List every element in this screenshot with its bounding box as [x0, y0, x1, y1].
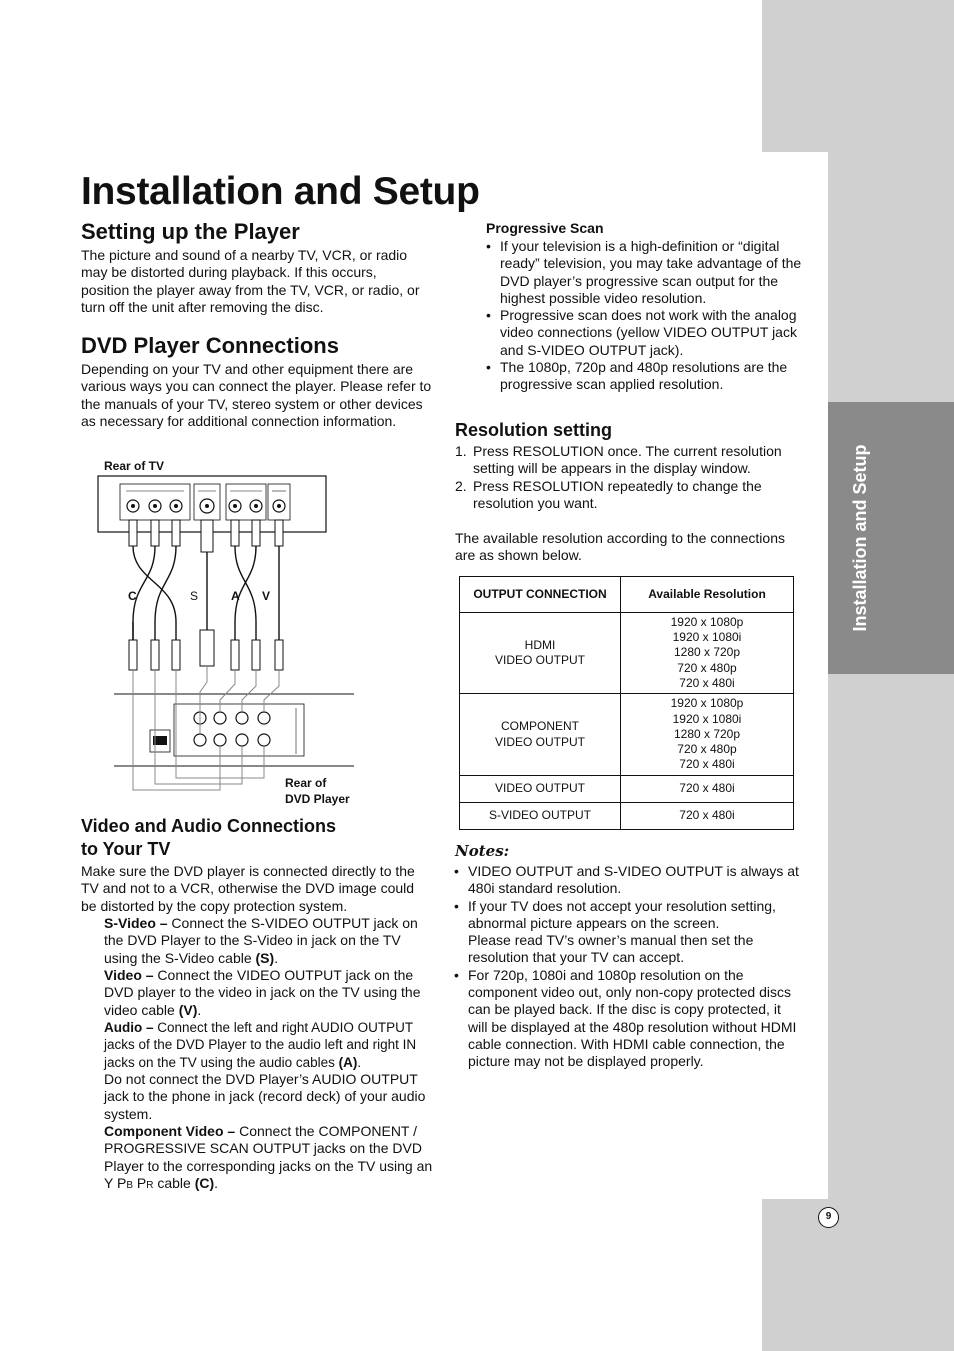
setting-up-heading: Setting up the Player: [81, 219, 300, 244]
notes-list: [454, 863, 802, 1071]
list-item: • If your television is a high-definition or “digital ready” television, you may take advantage of the DVD player’s progressive scan output for the highest possible video resolution.: [486, 238, 802, 307]
rear-tv-label: Rear of TV: [104, 459, 165, 473]
section-tab-label: Installation and Setup: [850, 444, 870, 632]
side-panel-top: [762, 0, 954, 152]
list-item: 2. Press RESOLUTION repeatedly to change the resolution you want.: [455, 477, 762, 511]
resolution-intro: The available resolution according to the connections are as shown below.: [455, 530, 785, 564]
component-paragraph: Component Video – Connect the COMPONENT / PROGRESSIVE SCAN OUTPUT jacks on the DVD Player to the corresponding jacks on the TV using an Y PB PR cable (C).: [104, 1123, 433, 1191]
list-item: • Progressive scan does not work with the analog video connections (yellow VIDEO OUTPUT jack and S-VIDEO OUTPUT jack).: [486, 307, 802, 359]
video-paragraph: Video – Connect the VIDEO OUTPUT jack on the DVD player to the video in jack on the TV using the video cable (V).: [104, 967, 421, 1018]
list-item: • VIDEO OUTPUT and S-VIDEO OUTPUT is always at 480i standard resolution.: [454, 863, 802, 898]
connections-body: Depending on your TV and other equipment there are various ways you can connect the player. Please refer to the manuals of your TV, stereo system or other devices as necessary for additional connection information.: [81, 361, 432, 429]
page-number: 9: [818, 1207, 839, 1228]
audio-note-paragraph: Do not connect the DVD Player’s AUDIO OUTPUT jack to the phone in jack (record deck) of your audio system.: [104, 1071, 426, 1122]
resolution-heading: Resolution setting: [455, 420, 612, 440]
table-header: OUTPUT CONNECTION: [460, 577, 621, 613]
notes-heading: Notes:: [455, 842, 510, 860]
table-row: [460, 803, 794, 830]
cable-s-label: S: [190, 589, 199, 603]
connections-heading: DVD Player Connections: [81, 333, 339, 358]
list-item: • If your TV does not accept your resolution setting, abnormal picture appears on the screen. Please read TV’s owner’s manual then set the resolution that your TV can accept.: [454, 898, 802, 967]
table-row: [460, 776, 794, 803]
list-item: 1. Press RESOLUTION once. The current resolution setting will be appears in the display window.: [455, 443, 782, 477]
table-cell: 1920 x 1080p 1920 x 1080i 1280 x 720p 720 x 480p 720 x 480i: [621, 613, 794, 694]
table-cell: VIDEO OUTPUT: [460, 776, 621, 803]
table-row: [460, 613, 794, 694]
list-item: • For 720p, 1080i and 1080p resolution on the component video out, only non-copy protected discs can be played back. If the disc is copy protected, it will be displayed at the 480p resolution without HDMI cable connection. With HDMI cable connection, the picture may not be displayed properly.: [454, 967, 802, 1071]
side-panel-upper: [828, 152, 954, 402]
table-cell: COMPONENT VIDEO OUTPUT: [460, 694, 621, 776]
progressive-heading: Progressive Scan: [486, 220, 604, 236]
connection-diagram: [96, 472, 358, 802]
side-panel-bottom: [762, 1199, 954, 1351]
video-audio-heading: Video and Audio Connections to Your TV: [81, 816, 337, 859]
resolution-steps: [455, 443, 800, 512]
cable-c-label: C: [128, 589, 137, 603]
page-title: Installation and Setup: [81, 170, 480, 213]
progressive-list: [486, 238, 802, 394]
table-header: Available Resolution: [621, 577, 794, 613]
side-panel-lower: [828, 674, 954, 1199]
table-cell: 1920 x 1080p 1920 x 1080i 1280 x 720p 720 x 480p 720 x 480i: [621, 694, 794, 776]
video-audio-intro: Make sure the DVD player is connected directly to the TV and not to a VCR, otherwise the DVD image could be distorted by the copy protection system.: [81, 863, 415, 914]
cable-a-label: A: [231, 589, 240, 603]
table-row: [460, 694, 794, 776]
setting-up-body: The picture and sound of a nearby TV, VCR, or radio may be distorted during playback. If this occurs, position the player away from the TV, VCR, or radio, or turn off the unit after removing the disc.: [81, 247, 420, 315]
svideo-paragraph: S-Video – Connect the S-VIDEO OUTPUT jack on the DVD Player to the S-Video in jack on the TV using the S-Video cable (S).: [104, 915, 418, 966]
table-header-row: [460, 577, 794, 613]
table-cell: 720 x 480i: [621, 803, 794, 830]
cable-v-label: V: [262, 589, 271, 603]
table-cell: HDMI VIDEO OUTPUT: [460, 613, 621, 694]
list-item: • The 1080p, 720p and 480p resolutions are the progressive scan applied resolution.: [486, 359, 802, 394]
table-cell: S-VIDEO OUTPUT: [460, 803, 621, 830]
rear-dvd-label: Rear of DVD Player: [285, 776, 350, 806]
audio-paragraph: Audio – Connect the left and right AUDIO OUTPUT jacks of the DVD Player to the audio left and right IN jacks on the TV using the audio cables (A).: [104, 1020, 417, 1070]
table-cell: 720 x 480i: [621, 776, 794, 803]
resolution-table: [459, 576, 794, 830]
